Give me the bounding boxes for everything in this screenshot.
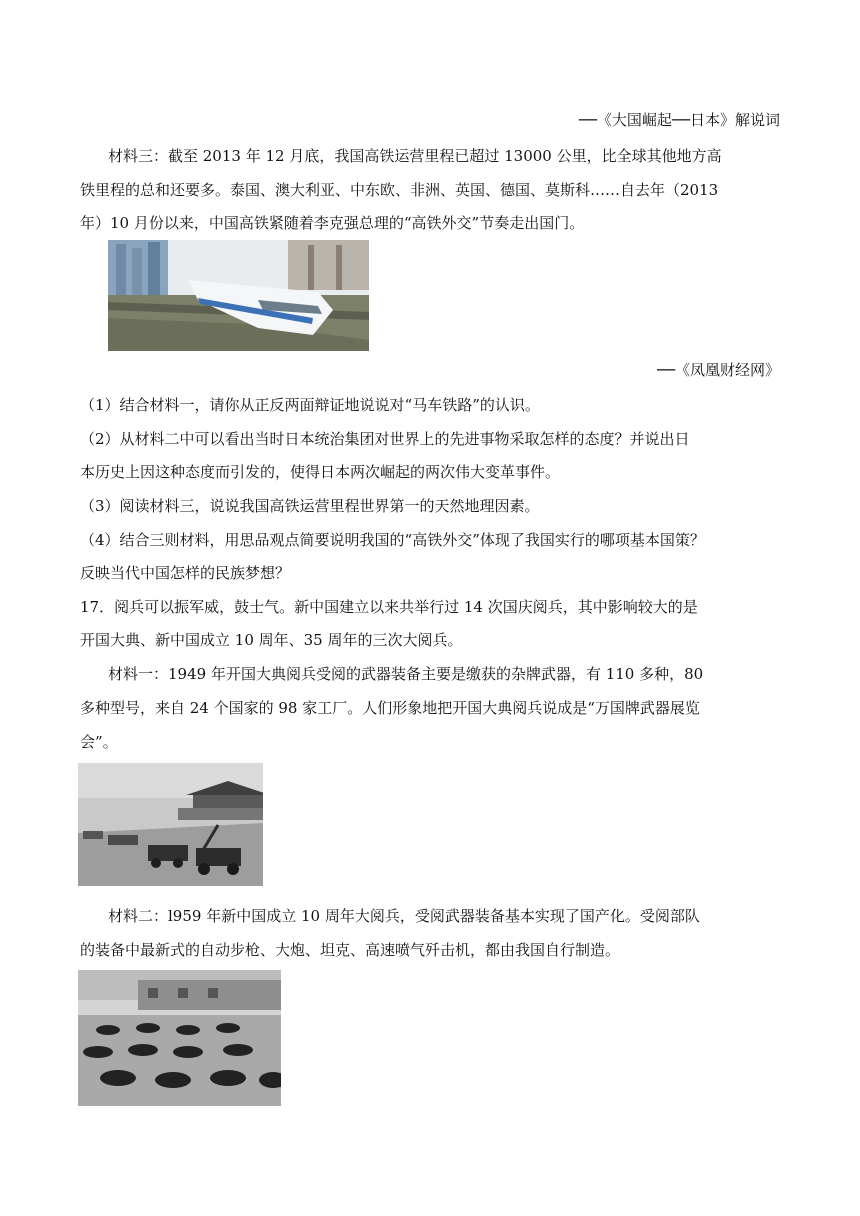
- question-17-line-2: 开国大典、新中国成立 10 周年、35 周年的三次大阅兵。: [80, 631, 463, 649]
- tank-parade-1959-photo: [78, 970, 281, 1106]
- question-16-part-4-line-1: （4）结合三则材料，用思品观点简要说明我国的“高铁外交”体现了我国实行的哪项基本国策？: [80, 531, 705, 549]
- material-two-line-1: 材料二：l959 年新中国成立 10 周年大阅兵，受阅武器装备基本实现了国产化。受阅部队: [108, 907, 700, 925]
- question-16-part-4-line-2: 反映当代中国怎样的民族梦想？: [80, 564, 291, 582]
- question-16-part-1: （1）结合材料一，请你从正反两面辩证地说说对“马车铁路”的认识。: [80, 396, 540, 414]
- material-two-line-2: 的装备中最新式的自动步枪、大炮、坦克、高速喷气歼击机，都由我国自行制造。: [80, 941, 621, 959]
- question-17-line-1: 17．阅兵可以振军威，鼓士气。新中国建立以来共举行过 14 次国庆阅兵，其中影响较大的是: [80, 598, 698, 616]
- question-16-part-3: （3）阅读材料三，说说我国高铁运营里程世界第一的天然地理因素。: [80, 497, 540, 515]
- material-three-line-3: 年）10 月份以来，中国高铁紧随着李克强总理的“高铁外交”节奏走出国门。: [80, 214, 585, 232]
- source-attribution-daguo: ──《大国崛起──日本》解说词: [578, 111, 780, 129]
- material-three-line-2: 铁里程的总和还要多。泰国、澳大利亚、中东欧、非洲、英国、德国、莫斯科……自去年（2013: [80, 181, 719, 199]
- material-one-line-2: 多种型号，来自 24 个国家的 98 家工厂。人们形象地把开国大典阅兵说成是“万国牌武器展览: [80, 699, 700, 717]
- question-16-part-2-line-1: （2）从材料二中可以看出当时日本统治集团对世界上的先进事物采取怎样的态度？并说出日: [80, 430, 690, 448]
- material-three-line-1: 材料三：截至 2013 年 12 月底，我国高铁运营里程已超过 13000 公里，比全球其他地方高: [108, 147, 722, 165]
- founding-ceremony-parade-photo: [78, 763, 263, 886]
- source-attribution-fenghuang: ──《凤凰财经网》: [656, 361, 780, 379]
- material-one-line-1: 材料一：1949 年开国大典阅兵受阅的武器装备主要是缴获的杂牌武器，有 110 多种，80: [108, 665, 704, 683]
- high-speed-train-photo: [108, 240, 369, 351]
- question-16-part-2-line-2: 本历史上因这种态度而引发的，使得日本两次崛起的两次伟大变革事件。: [80, 463, 561, 481]
- material-one-line-3: 会”。: [80, 733, 118, 751]
